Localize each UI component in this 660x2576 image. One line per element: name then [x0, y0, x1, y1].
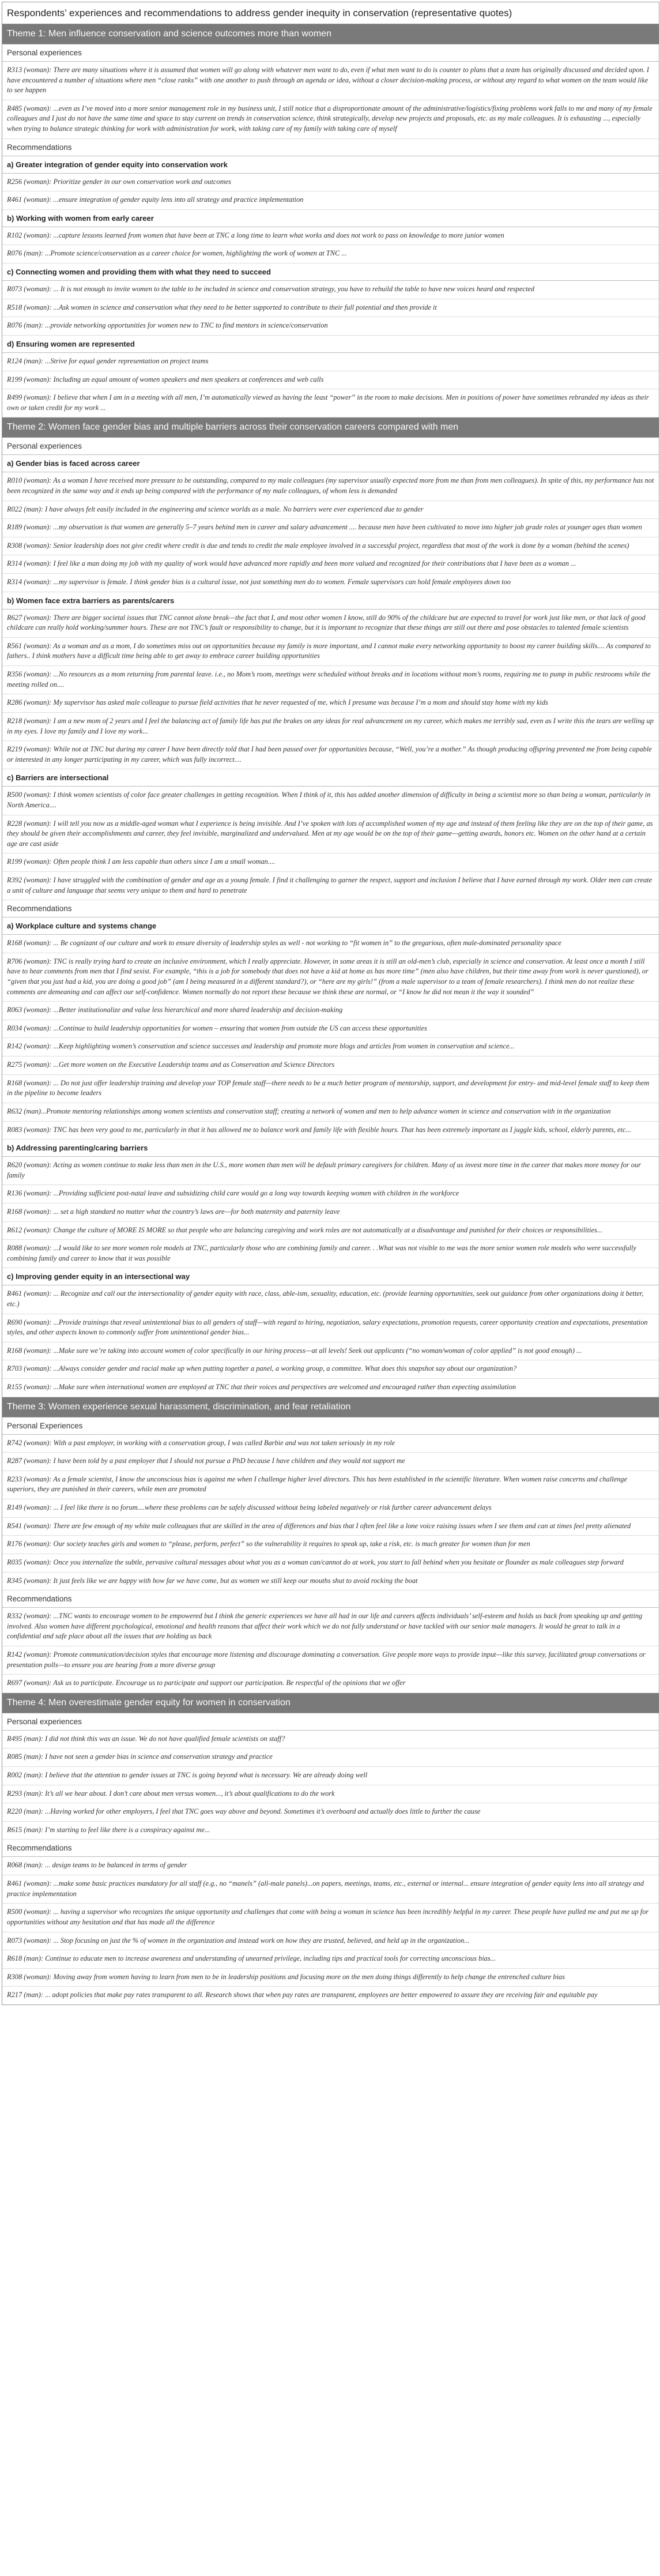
quote-row: R632 (man)...Promote mentoring relationships among women scientists and conservation staff; creating a network of women and men to help advance women in science and conservation with in the organization — [2, 1103, 659, 1122]
theme-heading: Theme 1: Men influence conservation and science outcomes more than women — [2, 24, 659, 44]
quote-row: R010 (woman): As a woman I have received more pressure to be outstanding, compared to my male colleagues (my supervisor usually expected more from me than from men colleagues). In spite of this, my performance has not been recognized in the same way and it ends up being compared with the performance of my male colleagues, of whom less is demanded — [2, 472, 659, 501]
quote-row: R332 (woman): ...TNC wants to encourage women to be empowered but I think the generic experiences we have all had in our life and careers affects individuals’ self-esteem and holds us back from speaking up and getting involved. Also women have different psychological, emotional and health reasons that affect their work which we do not fully understand or have tackled with our senior male managers. It would be great to talk in a confidential and safe place about all the issues that are holding us back — [2, 1608, 659, 1646]
quote-row: R461 (woman): ... Recognize and call out the intersectionality of gender equity with race, class, able-ism, sexuality, education, etc. (provide learning opportunities, seek out guidance from other organizations doing it better, etc.) — [2, 1285, 659, 1314]
quote-row: R742 (woman): With a past employer, in working with a conservation group, I was called Barbie and was not taken seriously in my role — [2, 1435, 659, 1453]
quote-row: R356 (woman): ...No resources as a mom returning from parental leave. i.e., no Mom’s room, meetings were scheduled without breaks and in locations without mom’s rooms, requiring me to pump in public restrooms while the meeting rolled on.... — [2, 666, 659, 694]
quote-row: R314 (woman): I feel like a man doing my job with my quality of work would have advanced more rapidly and been more valued and recognized for their contributions that I have been as a woman ... — [2, 555, 659, 574]
quote-row: R083 (woman): TNC has been very good to me, particularly in that it has allowed me to balance work and family life with flexible hours. That has been extremely important as I juggle kids, school, elderly parents, etc... — [2, 1122, 659, 1140]
subtheme-heading: a) Greater integration of gender equity into conservation work — [2, 156, 659, 174]
quote-row: R287 (woman): I have been told by a past employer that I should not pursue a PhD because I have children and they would not support me — [2, 1453, 659, 1471]
quote-row: R073 (woman): ... It is not enough to invite women to the table to be included in science and conservation strategy, you have to rebuild the table to have new voices heard and respected — [2, 281, 659, 299]
quote-row: R461 (woman): ...ensure integration of gender equity lens into all strategy and practice implementation — [2, 191, 659, 210]
quote-row: R345 (woman): It just feels like we are happy with how far we have come, but as women we still keep our mouths shut to avoid rocking the boat — [2, 1573, 659, 1591]
section-label: Recommendations — [2, 900, 659, 917]
quote-row: R199 (woman): Often people think I am less capable than others since I am a small woman.... — [2, 853, 659, 872]
quote-row: R706 (woman): TNC is really trying hard to create an inclusive environment, which I really appreciate. However, in some areas it is still an old-men’s club, especially in science and conservation. At least once a month I still have to hear comments from men that I find sexist. For example, “this is a job for somebody that does not have a kid at home as has more time” (men also have children, but their time away from work is never questioned), or “given that you just had a kid, you are doing a good job” (am I being measured in a different standard?), or “here are my girls!” (from a male supervisor to a team of female researchers). I think men do not realize these comments are demeaning and can affect our self-confidence. Women normally do not report these because we think these are normal, or “I know he did not mean it the way it sounded” — [2, 953, 659, 1002]
quote-row: R076 (man): ...provide networking opportunities for women new to TNC to find mentors in science/conservation — [2, 317, 659, 336]
quote-row: R136 (woman): ...Providing sufficient post-natal leave and subsidizing child care would go a long way towards keeping women with children in the workforce — [2, 1185, 659, 1204]
quote-row: R124 (man): ...Strive for equal gender representation on project teams — [2, 353, 659, 371]
section-label: Personal experiences — [2, 1713, 659, 1731]
table-title: Respondents’ experiences and recommendations to address gender inequity in conservation (representative quotes) — [2, 2, 659, 24]
section-label: Recommendations — [2, 1590, 659, 1608]
quote-row: R155 (woman): ...Make sure when international women are employed at TNC that their voices and perspectives are welcomed and encouraged rather than expecting assimilation — [2, 1379, 659, 1397]
quote-row: R219 (woman): While not at TNC but during my career I have been directly told that I had been passed over for opportunities because, “Well, you’re a mother.” As though producing offspring prevented me from being capable or interested in any longer participating in my career, which was fully incorrect.... — [2, 741, 659, 769]
quote-row: R035 (woman): Once you internalize the subtle, pervasive cultural messages about what you as a woman can/cannot do at work, you start to fall behind when you hesitate or flounder as male colleagues step forward — [2, 1554, 659, 1573]
quote-row: R500 (woman): I think women scientists of color face greater challenges in getting recognition. When I think of it, this has added another dimension of difficulty in being a scientist more so than being a woman, particularly in North America.... — [2, 787, 659, 815]
quote-row: R499 (woman): I believe that when I am in a meeting with all men, I’m automatically viewed as having the least “power” in the room to make decisions. Men in positions of power have sometimes rebranded my ideas as their own or taken credit for my work ... — [2, 389, 659, 418]
quote-row: R392 (woman): I have struggled with the combination of gender and age as a young female. I find it challenging to garner the respect, support and inclusion I believe that I have earned through my work. Older men can create a unit of culture and language that seems very unique to them and hard to penetrate — [2, 872, 659, 900]
quote-row: R561 (woman): As a woman and as a mom, I do sometimes miss out on opportunities because my family is more important, and I cannot make every networking opportunity to boost my career building skills.... As compared to fathers.. I think mothers have a difficult time being able to get away to embrace career building opportunities — [2, 638, 659, 666]
theme-heading: Theme 4: Men overestimate gender equity for women in conservation — [2, 1693, 659, 1713]
quotes-table — [2, 2, 659, 2005]
quote-row: R149 (woman): ... I feel like there is no forum....where these problems can be safely discussed without being labeled negatively or risk further career advancement delays — [2, 1499, 659, 1518]
quote-row: R068 (man): ... design teams to be balanced in terms of gender — [2, 1857, 659, 1875]
quote-row: R697 (woman): Ask us to participate. Encourage us to participate and support our participation. Be respectful of the opinions that we offer — [2, 1675, 659, 1693]
quote-row: R500 (woman): ... having a supervisor who recognizes the unique opportunity and challenges that come with being a woman in science has been incredibly helpful in my career. These people have pulled me and put me up for opportunities without any hesitation and that has made all the difference — [2, 1904, 659, 1932]
quote-row: R618 (man): Continue to educate men to increase awareness and understanding of unearned privilege, including tips and practical tools for correcting unconscious bias... — [2, 1950, 659, 1969]
subtheme-heading: b) Addressing parenting/caring barriers — [2, 1140, 659, 1157]
quote-row: R189 (woman): ...my observation is that women are generally 5–7 years behind men in career and salary advancement .... because men have been cultivated to move into higher job grade roles at younger ages than women — [2, 519, 659, 537]
quote-row: R256 (woman): Prioritize gender in our own conservation work and outcomes — [2, 174, 659, 192]
subtheme-heading: c) Barriers are intersectional — [2, 769, 659, 787]
quote-row: R275 (woman): ...Get more women on the Executive Leadership teams and as Conservation and Science Directors — [2, 1056, 659, 1075]
quote-row: R690 (woman): ...Provide trainings that reveal unintentional bias to all genders of staff—with regard to hiring, negotiation, salary expectations, promotion requests, career opportunity creation and expectations, presentation styles, and other aspects known to commonly suffer from unintentional gender bias... — [2, 1314, 659, 1342]
section-label: Personal Experiences — [2, 1417, 659, 1435]
quote-row: R286 (woman): My supervisor has asked male colleague to pursue field activities that he never requested of me, which I presume was because I’m a mom and should stay home with my kids — [2, 694, 659, 713]
quote-row: R217 (man): ... adopt policies that make pay rates transparent to all. Research shows that when pay rates are transparent, employees are better empowered to assure they are receiving fair and equitable pay — [7, 1991, 598, 1999]
theme-heading: Theme 2: Women face gender bias and multiple barriers across their conservation careers compared with men — [2, 418, 659, 438]
quote-row: R218 (woman): I am a new mom of 2 years and I feel the balancing act of family life has put the brakes on any ideas for real advancement on my career, which makes me terribly sad, even as I write this the tears are welling up in my eyes. I love my family and I love my work... — [2, 713, 659, 741]
theme-heading: Theme 3: Women experience sexual harassment, discrimination, and fear retaliation — [2, 1397, 659, 1417]
quote-row: R518 (woman): ...Ask women in science and conservation what they need to be better supported to contribute to their full potential and then provide it — [2, 299, 659, 318]
quote-row: R063 (woman): ...Better institutionalize and value less hierarchical and more shared leadership and decision-making — [2, 1002, 659, 1020]
quote-row: R034 (woman): ...Continue to build leadership opportunities for women – ensuring that women from outside the US can access these opportunities — [2, 1020, 659, 1039]
quote-row: R615 (man): I’m starting to feel like there is a conspiracy against me... — [2, 1822, 659, 1840]
quote-row: R085 (man): I have not seen a gender bias in science and conservation strategy and practice — [2, 1748, 659, 1767]
quote-row: R627 (woman): There are bigger societal issues that TNC cannot alone break—the fact that I, and most other women I know, still do 90% of the childcare but are expected to travel for work just like men, or that lack of good childcare can really hold working/summer hours. These are not TNC’s fault or responsibility to change, but it is important to recognize that these things are still out there and pose obstacles to talented female scientists — [2, 610, 659, 638]
subtheme-heading: c) Improving gender equity in an intersectional way — [2, 1268, 659, 1285]
subtheme-heading: c) Connecting women and providing them with what they need to succeed — [2, 264, 659, 281]
quote-row: R308 (woman): Moving away from women having to learn from men to be in leadership positions and focusing more on the men doing things differently to help change the entrenched culture bias — [2, 1969, 659, 1987]
quote-row: R461 (woman): ...make some basic practices mandatory for all staff (e.g., no “manels” (all-male panels)...on papers, meetings, teams, etc., external or internal... ensure integration of gender equity lens into all strategy and practice implementation — [2, 1875, 659, 1904]
subtheme-heading: a) Gender bias is faced across career — [2, 455, 659, 472]
quote-row: R541 (woman): There are few enough of my white male colleagues that are skilled in the area of differences and bias that I often feel like a lone voice raising issues when I see them and can at times feel pretty alienated — [2, 1518, 659, 1536]
quote-row: R199 (woman): Including an equal amount of women speakers and men speakers at conferences and web calls — [2, 371, 659, 390]
section-label: Personal experiences — [2, 44, 659, 62]
quote-row: R220 (man): ...Having worked for other employers, I feel that TNC goes way above and beyond. Sometimes it’s overboard and actually does little to further the cause — [2, 1803, 659, 1822]
quote-row: R176 (woman): Our society teaches girls and women to “please, perform, perfect” so the vulnerability it requires to speak up, take a risk, etc. is much greater for women than for men — [2, 1536, 659, 1554]
quote-row: R168 (woman): ... Do not just offer leadership training and develop your TOP female staff—there needs to be a much better program of mentorship, support, and development for entry- and mid-level female staff to keep them in the pipeline to become leaders — [2, 1075, 659, 1103]
quote-row: R620 (woman): Acting as women continue to make less than men in the U.S., more women than men will be default primary caregivers for children. Many of us invest more time in the career that makes more money for our family — [2, 1157, 659, 1185]
subtheme-heading: b) Working with women from early career — [2, 210, 659, 227]
subtheme-heading: d) Ensuring women are represented — [2, 336, 659, 353]
quote-row: R142 (woman): Promote communication/decision styles that encourage more listening and discourage dominating a conversation. Give people more ways to provide input—like this survey, facilitated group conversations or presentation polls—to ensure you are hearing from a more diverse group — [2, 1646, 659, 1675]
quote-row: R313 (woman): There are many situations where it is assumed that women will go along with whatever men want to do, even if what men want to do is counter to plans that a team has originally discussed and decided upon. I have encountered a number of situations where men “close ranks” with one another to push through an agenda or idea, without a closer decision-making process, or without any regard to what women on the team would like to see happen — [2, 62, 659, 100]
quote-row: R314 (woman): ...my supervisor is female. I think gender bias is a cultural issue, not just something men do to women. Female supervisors can hold female employees down too — [2, 574, 659, 592]
quote-row: R612 (woman): Change the culture of MORE IS MORE so that people who are balancing caregiving and work roles are not automatically at a disadvantage and punished for their choices or responsibilities... — [2, 1222, 659, 1240]
quote-row: R168 (woman): ... set a high standard no matter what the country’s laws are—for both maternity and paternity leave — [2, 1204, 659, 1222]
quote-row: R308 (woman): Senior leadership does not give credit where credit is due and tends to credit the male employee involved in a successful project, regardless that most of the work is done by a woman (behind the scenes) — [2, 537, 659, 556]
quote-row: R022 (man): I have always felt easily included in the engineering and science worlds as a male. No barriers were ever experienced due to gender — [2, 501, 659, 520]
quote-row: R076 (man): ...Promote science/conservation as a career choice for women, highlighting the work of women at TNC ... — [2, 245, 659, 264]
quote-row: R073 (woman): ... Stop focusing on just the % of women in the organization and instead work on how they are trusted, believed, and held up in the organization... — [2, 1932, 659, 1951]
quote-row: R495 (man): I did not think this was an issue. We do not have qualified female scientists on staff? — [2, 1731, 659, 1749]
subtheme-heading: a) Workplace culture and systems change — [2, 917, 659, 935]
quote-row: R485 (woman): ...even as I’ve moved into a more senior management role in my business unit, I still notice that a disproportionate amount of the administrative/logistics/fixing problems work falls to me and many of my female colleagues and I just do not have the same time and space to stay current on trends in conservation science, think strategically, develop new projects and proposals, etc. as my male colleagues. It is exhausting ..., especially when trying to balance strategic thinking for work with administration for work, with taking care of my family with taking care of myself — [2, 100, 659, 139]
section-label: Personal experiences — [2, 438, 659, 455]
quote-row: R142 (woman): ...Keep highlighting women’s conservation and science successes and leadership and promote more blogs and articles from women in conservation and science... — [2, 1038, 659, 1056]
quote-row: R233 (woman): As a female scientist, I know the unconscious bias is against me when I challenge higher level directors. This has been established in the scientific literature. When women raise concerns and challenge superiors, they are punished in their careers, while men are promoted — [2, 1471, 659, 1499]
section-label: Recommendations — [2, 1840, 659, 1857]
section-label: Recommendations — [2, 139, 659, 156]
subtheme-heading: b) Women face extra barriers as parents/carers — [2, 592, 659, 610]
quote-row: R703 (woman): ...Always consider gender and racial make up when putting together a panel, a working group, a committee. What does this snapshot say about our organization? — [2, 1360, 659, 1379]
quote-row: R228 (woman): I will tell you now as a middle-aged woman what I experience is being invisible. And I’ve spoken with lots of accomplished women of my age and instead of them feeling like they are on the top of their game, as they should be given their accomplishments and career, they feel invisible, marginalized and undervalued. Men at my age would be on the top of their game—getting awards, honors etc. Women on the other hand at a certain age are cast aside — [2, 815, 659, 854]
quote-row: R293 (man): It’s all we hear about. I don’t care about men versus women..., it’s about qualifications to do the work — [2, 1785, 659, 1804]
quote-row: R002 (man): I believe that the attention to gender issues at TNC is going beyond what is necessary. We are already doing well — [2, 1767, 659, 1785]
quote-row: R102 (woman): ...capture lessons learned from women that have been at TNC a long time to learn what works and does not work to pass on knowledge to more junior women — [2, 227, 659, 246]
quote-row: R168 (woman): ...Make sure we’re taking into account women of color specifically in our hiring process—at all levels! Seek out applicants (“no woman/woman of color applied” is not good enough) ... — [2, 1342, 659, 1361]
quote-row: R088 (woman): ...I would like to see more women role models at TNC, particularly those who are combining family and career. . .What was not visible to me was the more senior women role models who were successfully combining family and career to know that it was possible — [2, 1240, 659, 1268]
quote-row: R168 (woman): ... Be cognizant of our culture and work to ensure diversity of leadership styles as well - not working to “fit women in” to the gregarious, often male-dominated personality space — [2, 935, 659, 953]
